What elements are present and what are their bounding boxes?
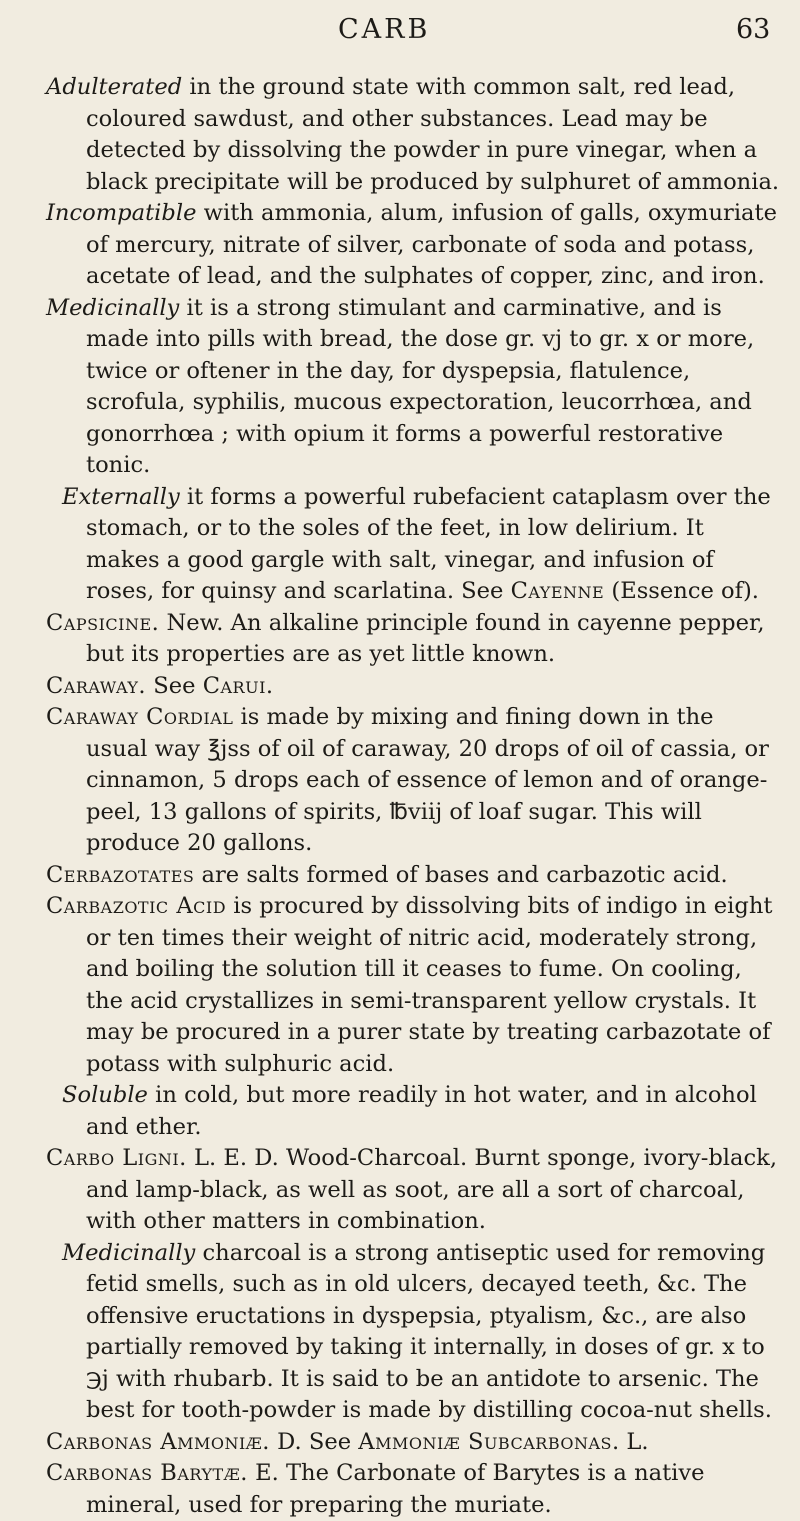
entry-headword: Soluble	[62, 1082, 148, 1108]
entry-paragraph	[46, 198, 781, 293]
entry-text: are salts formed of bases and carbazotic acid.	[194, 861, 728, 888]
entry-headword: Capsicine.	[46, 609, 160, 636]
entry-text: it forms a powerful rubefacient cataplasm over the stomach, or to the soles of the feet, in low delirium. It makes a good gargle with salt, vinegar, and infusion of roses, for quinsy and scarlatina. See	[86, 483, 771, 604]
entry-paragraph	[46, 293, 781, 482]
entry-text: D. See	[269, 1428, 359, 1455]
entry-paragraph	[46, 1427, 781, 1459]
entry-headword: Adulterated	[46, 74, 183, 100]
entry-text: charcoal is a strong antiseptic used for removing fetid smells, such as in old ulcers, decayed teeth, &c. The offensive eructations in dyspepsia, ptyalism, &c., are also partially removed by taking it internally, in doses of gr. x to ℈j with rhubarb. It is said to be an antidote to arsenic. The best for tooth-powder is made by distilling cocoa-nut shells.	[86, 1239, 772, 1423]
entry-paragraph	[46, 891, 781, 1080]
entry-text: E. The Carbonate of Barytes is a native mineral, used for preparing the muriate.	[86, 1460, 705, 1518]
entry-headword: Caraway.	[46, 672, 147, 699]
cross-reference: Cayenne	[510, 578, 605, 604]
dictionary-entries	[46, 72, 781, 1521]
entry-text: it is a strong stimulant and carminative, and is made into pills with bread, the dose gr. vj to gr. x or more, twice or oftener in the day, for dyspepsia, flatulence, scrofula, syphilis, mucous expectoration, leucorrhœa, and gonorrhœa ; with opium it forms a powerful restorative tonic.	[86, 294, 755, 478]
cross-reference-tail: . L.	[612, 1428, 649, 1455]
cross-reference: Carui	[202, 672, 266, 699]
entry-text: L. E. D. Wood-Charcoal. Burnt sponge, ivory-black, and lamp-black, as well as soot, are all a sort of charcoal, with other matters in combination.	[86, 1145, 778, 1234]
cross-reference-tail: .	[265, 672, 274, 699]
entry-text: is made by mixing and fining down in the usual way ℥jss of oil of caraway, 20 drops of oil of cassia, or cinnamon, 5 drops each of essence of lemon and of orange-peel, 13 gallons of spirits, ℔viij of loaf sugar. This will produce 20 gallons.	[86, 704, 769, 856]
entry-text: in cold, but more readily in hot water, and in alcohol and ether.	[86, 1082, 757, 1140]
entry-headword: Incompatible	[46, 200, 197, 226]
entry-headword: Medicinally	[62, 1239, 196, 1266]
entry-paragraph	[46, 482, 781, 608]
entry-paragraph	[46, 860, 781, 892]
running-title: CARB	[338, 14, 431, 45]
entry-headword: Caraway Cordial	[46, 704, 234, 730]
cross-reference: Ammoniæ Subcarbonas	[358, 1428, 613, 1455]
entry-headword: Carbo Ligni.	[46, 1145, 187, 1171]
entry-paragraph	[46, 671, 781, 703]
entry-text: is procured by dissolving bits of indigo in eight or ten times their weight of nitric acid, moderately strong, and boiling the solution till it ceases to fume. On cooling, the acid crystallizes in semi-transparent yellow crystals. It may be procured in a purer state by treating carbazotate of potass with sulphuric acid.	[86, 893, 773, 1077]
entry-paragraph	[46, 608, 781, 671]
entry-headword: Carbonas Ammoniæ.	[46, 1428, 270, 1455]
entry-text: New. An alkaline principle found in cayenne pepper, but its properties are as yet little known.	[86, 609, 765, 667]
entry-headword: Medicinally	[46, 294, 180, 321]
entry-text: in the ground state with common salt, red lead, coloured sawdust, and other substances. Lead may be detected by dissolving the powder in pure vinegar, when a black precipitate will be produced by sulphuret of ammonia.	[86, 74, 780, 195]
entry-paragraph	[46, 1458, 781, 1521]
entry-paragraph	[46, 1080, 781, 1143]
page-header	[0, 14, 800, 60]
entry-headword: Cerbazotates	[46, 861, 195, 888]
entry-paragraph	[46, 702, 781, 860]
entry-headword: Externally	[62, 483, 180, 510]
page-number: 63	[736, 14, 771, 45]
entry-headword: Carbonas Barytæ.	[46, 1460, 248, 1486]
entry-headword: Carbazotic Acid	[46, 893, 227, 919]
cross-reference-tail: (Essence of).	[604, 578, 759, 604]
entry-paragraph	[46, 72, 781, 198]
entry-paragraph	[46, 1238, 781, 1427]
entry-text: with ammonia, alum, infusion of galls, oxymuriate of mercury, nitrate of silver, carbonate of soda and potass, acetate of lead, and the sulphates of copper, zinc, and iron.	[86, 200, 777, 289]
entry-text: See	[146, 672, 203, 699]
entry-paragraph	[46, 1143, 781, 1238]
